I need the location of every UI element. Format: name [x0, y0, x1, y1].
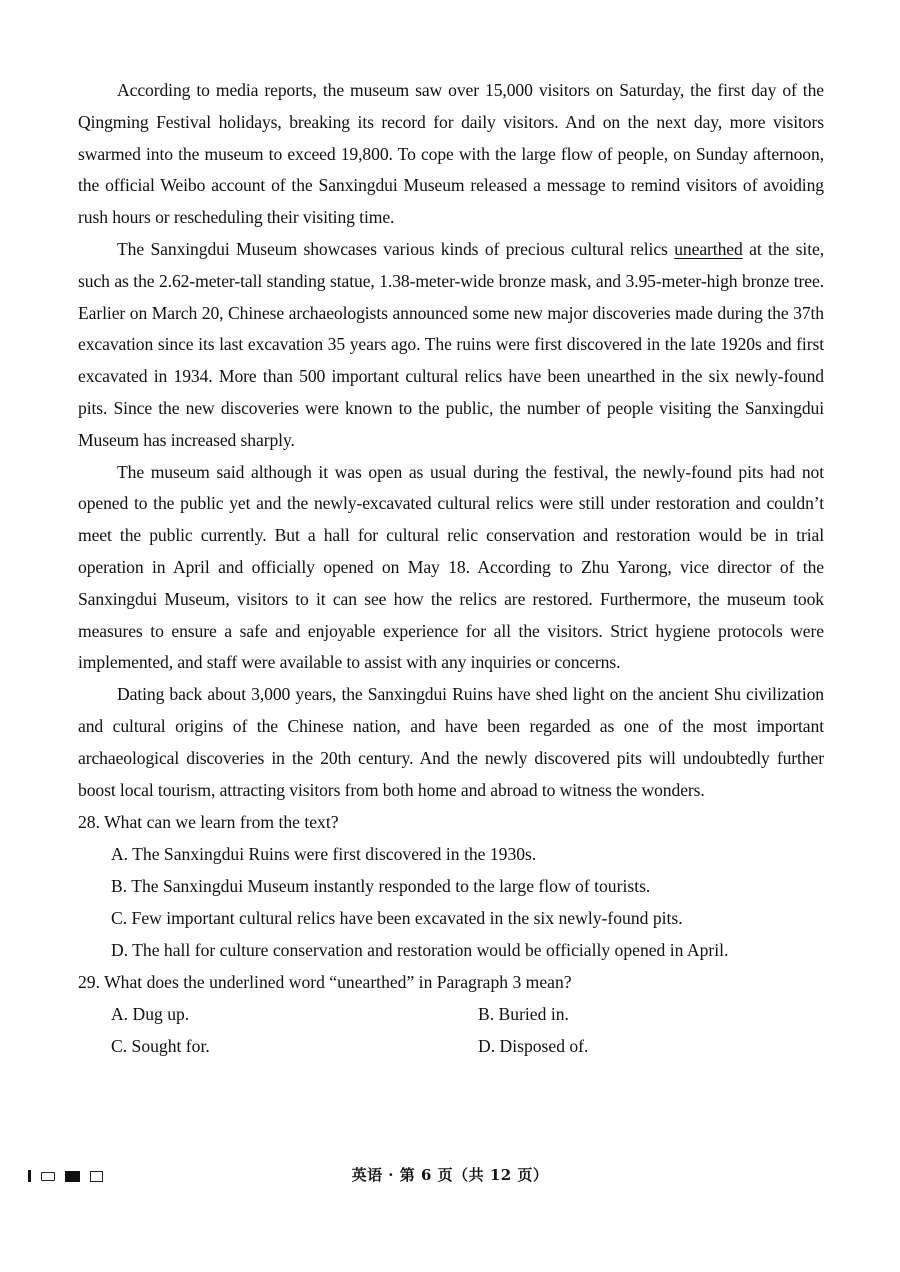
- question-29-option-a: A. Dug up.: [111, 1004, 190, 1025]
- question-28-option-b: B. The Sanxingdui Museum instantly responded to the large flow of tourists.: [111, 876, 651, 897]
- passage-paragraph-4: Dating back about 3,000 years, the Sanxingdui Ruins have shed light on the ancient Shu civilization and cultural origins of the Chinese nation, and have been regarded as one of the most important archaeological discoveries in the 20th century. And the newly discovered pits will undoubtedly further boost local tourism, attracting visitors from both home and abroad to witness the wonders.: [78, 684, 824, 800]
- question-29-options: [111, 998, 824, 1062]
- question-28-option-d: D. The hall for culture conservation and restoration would be officially opened in April.: [111, 940, 729, 961]
- question-28-stem: 28. What can we learn from the text?: [78, 812, 339, 833]
- passage-paragraph-3: The museum said although it was open as usual during the festival, the newly-found pits had not opened to the public yet and the newly-excavated cultural relics were still under restoration and couldn’t meet the public currently. But a hall for cultural relic conservation and restoration would be in trial operation in April and officially opened on May 18. According to Zhu Yarong, vice director of the Sanxingdui Museum, visitors to it can see how the relics are restored. Furthermore, the museum took measures to ensure a safe and enjoyable experience for all the visitors. Strict hygiene protocols were implemented, and staff were available to assist with any inquiries or concerns.: [78, 461, 824, 673]
- question-28-option-a: A. The Sanxingdui Ruins were first discovered in the 1930s.: [111, 844, 537, 865]
- passage-paragraph-1: According to media reports, the museum saw over 15,000 visitors on Saturday, the first day of the Qingming Festival holidays, breaking its record for daily visitors. And on the next day, more visitors swarmed into the museum to exceed 19,800. To cope with the large flow of people, on Sunday afternoon, the official Weibo account of the Sanxingdui Museum released a message to remind visitors of avoiding rush hours or rescheduling their visiting time.: [78, 80, 824, 228]
- question-29-option-b: B. Buried in.: [478, 1004, 569, 1025]
- passage-paragraph-2: [78, 234, 824, 457]
- page-number: 英语 · 第 6 页（共 12 页）: [351, 1166, 549, 1184]
- paragraph-2-text-start: The Sanxingdui Museum showcases various kinds of precious cultural relics: [117, 238, 675, 259]
- question-29-option-d: D. Disposed of.: [478, 1036, 589, 1057]
- question-28-option-c: C. Few important cultural relics have been excavated in the six newly-found pits.: [111, 908, 683, 929]
- question-29-stem: 29. What does the underlined word “unearthed” in Paragraph 3 mean?: [78, 972, 572, 993]
- paragraph-2-text-end: at the site, such as the 2.62-meter-tall standing statue, 1.38-meter-wide bronze mask, and 3.95-meter-high bronze tree. Earlier on March 20, Chinese archaeologists announced some new major discoveries made during the 37th excavation since its last excavation 35 years ago. The ruins were first discovered in the late 1920s and first excavated in 1934. More than 500 important cultural relics have been unearthed in the six newly-found pits. Since the new discoveries were known to the public, the number of people visiting the Sanxingdui Museum has increased sharply.: [78, 238, 825, 450]
- question-28: [78, 806, 824, 966]
- underlined-word: unearthed: [674, 238, 743, 259]
- exam-page: [78, 72, 824, 1062]
- question-29: [78, 966, 824, 1062]
- question-29-option-c: C. Sought for.: [111, 1036, 210, 1057]
- page-footer: [0, 1162, 900, 1192]
